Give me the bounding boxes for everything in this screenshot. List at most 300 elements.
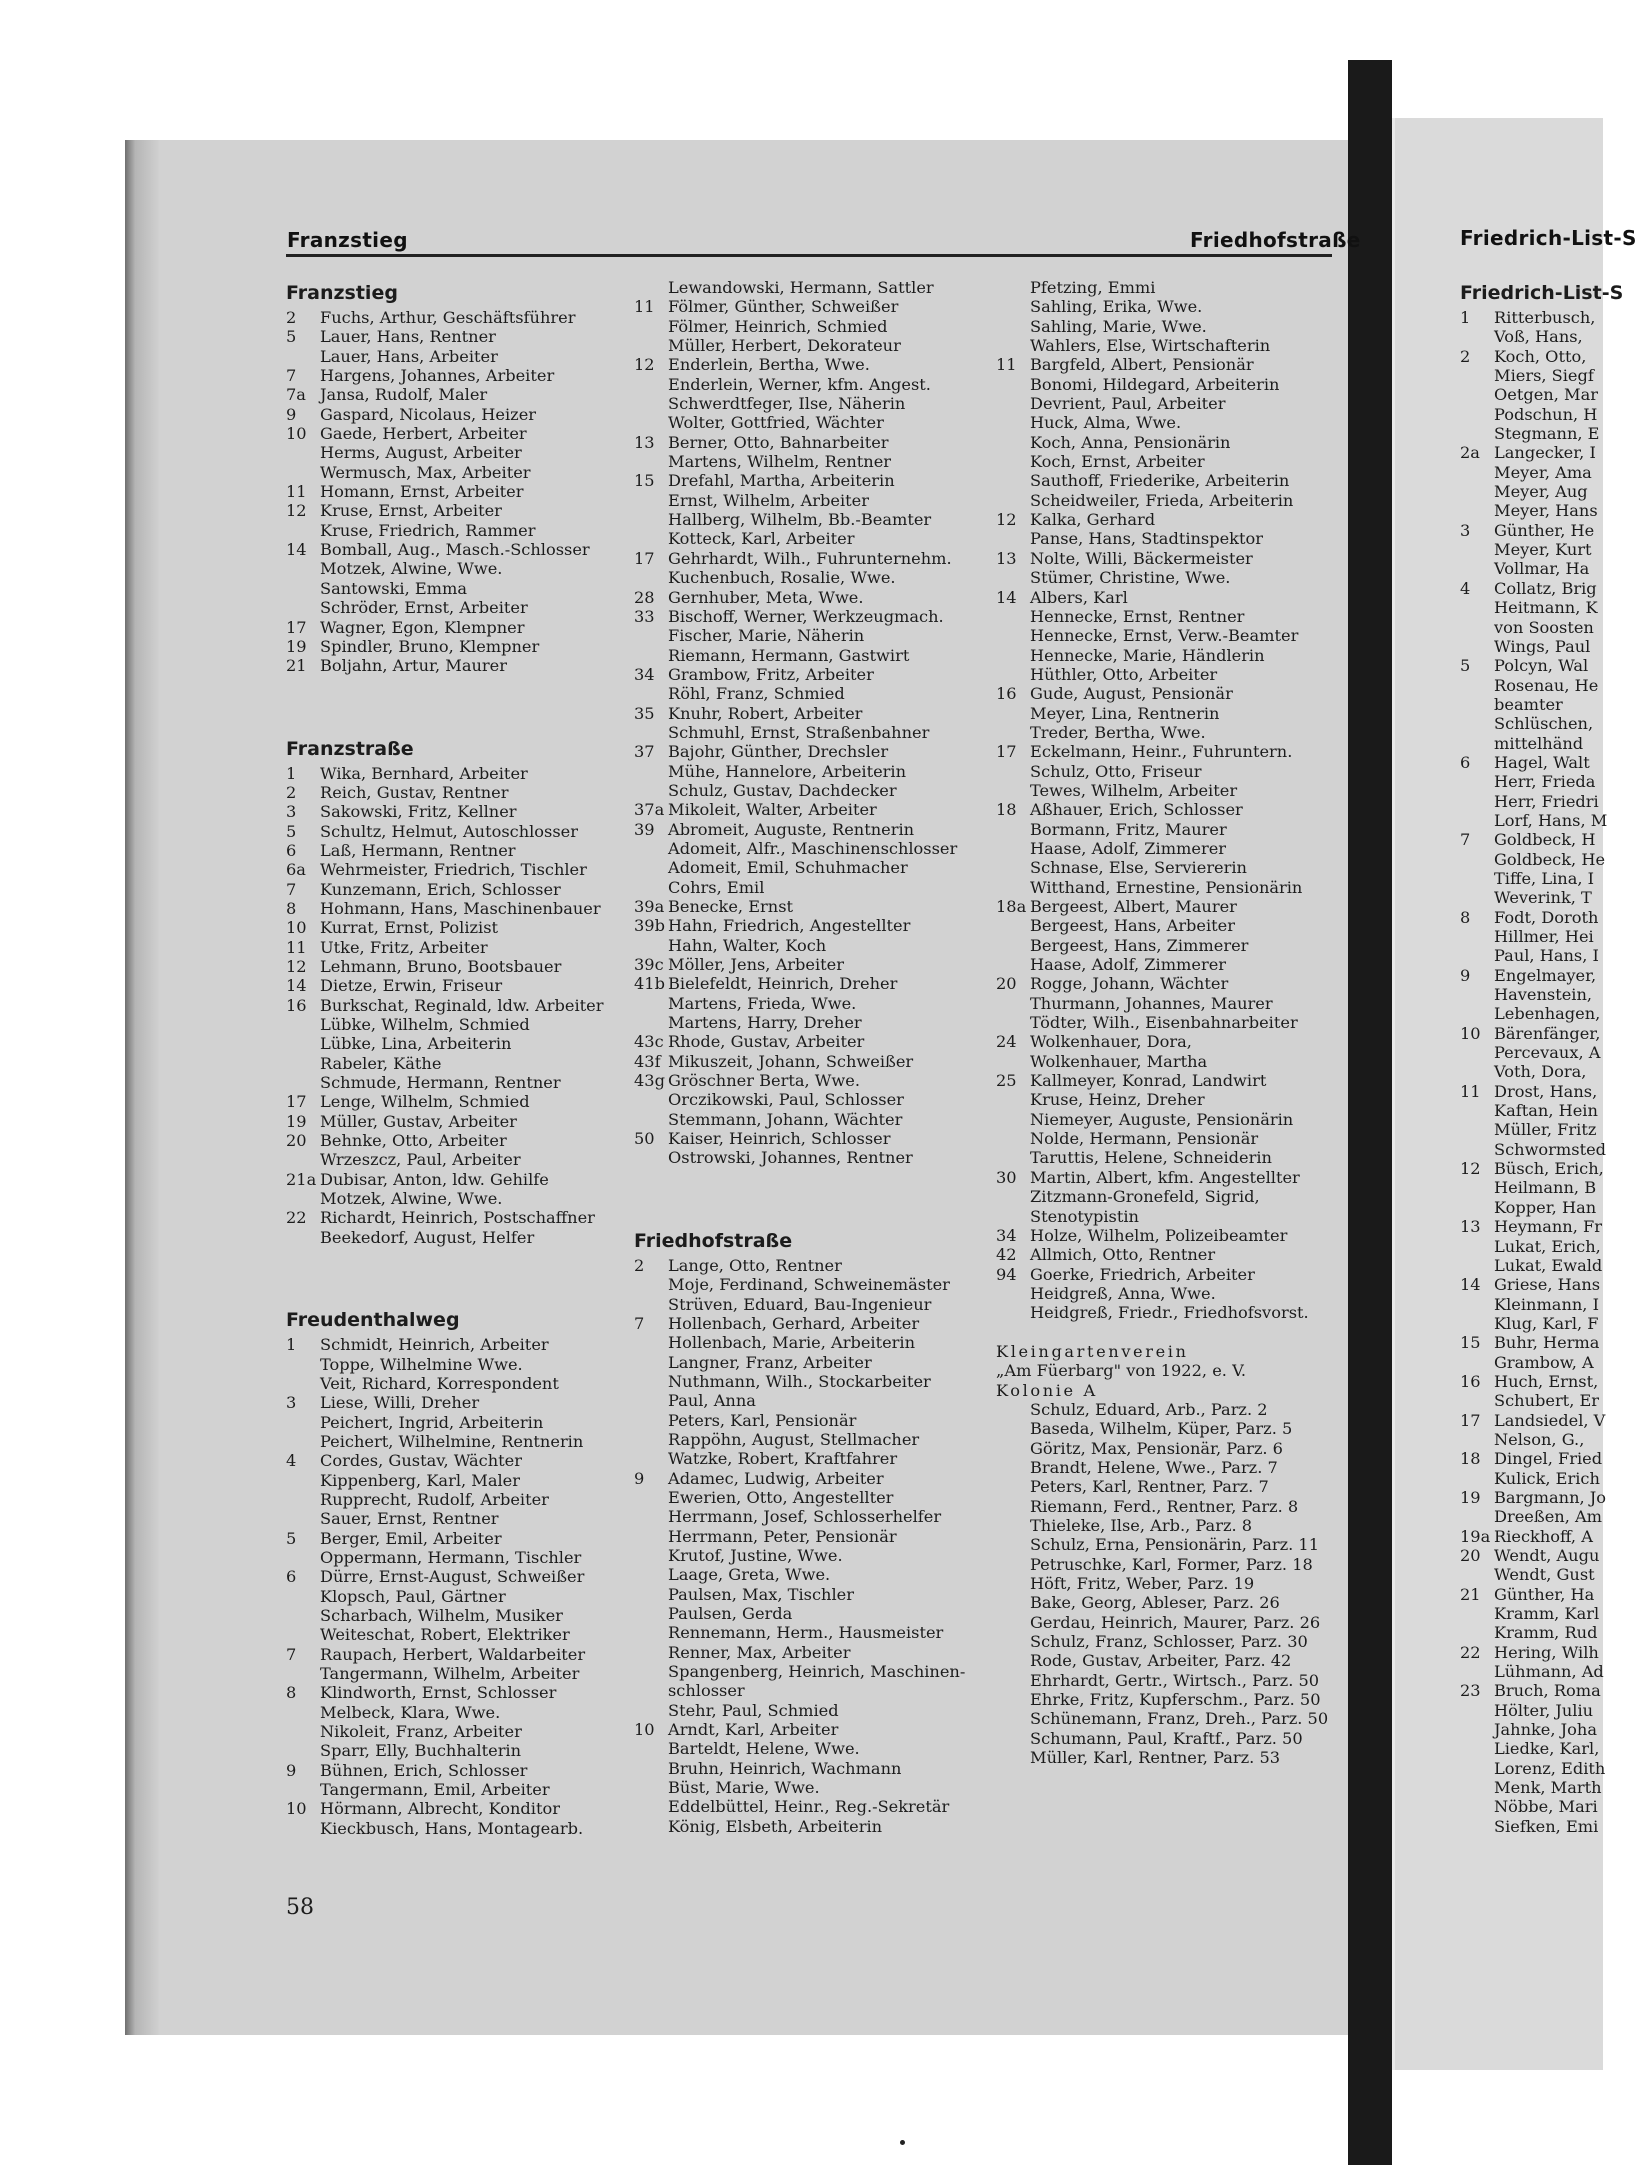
resident-entry bbox=[634, 568, 979, 587]
resident-entry bbox=[634, 1391, 979, 1410]
resident-name: Hering, Wilh bbox=[1494, 1642, 1599, 1662]
resident-name: Kunzemann, Erich, Schlosser bbox=[320, 879, 561, 899]
house-number bbox=[634, 1565, 668, 1584]
house-number: 9 bbox=[286, 404, 297, 424]
resident-entry bbox=[996, 955, 1336, 974]
house-number bbox=[1460, 850, 1494, 869]
resident-entry bbox=[996, 317, 1336, 336]
house-number: 13 bbox=[996, 548, 1017, 568]
resident-entry bbox=[286, 1355, 616, 1374]
street-heading: Freudenthalweg bbox=[286, 1309, 460, 1332]
resident-name: Dreeßen, Am bbox=[1494, 1507, 1603, 1527]
resident-entry bbox=[1460, 908, 1600, 927]
resident-name: Lorf, Hans, M bbox=[1494, 810, 1608, 830]
resident-name: Langecker, I bbox=[1494, 443, 1596, 463]
resident-name: Bergeest, Hans, Zimmerer bbox=[1030, 935, 1249, 955]
resident-name: Schnase, Else, Serviererin bbox=[1030, 858, 1247, 878]
house-number bbox=[286, 1471, 320, 1490]
house-number bbox=[1460, 1430, 1494, 1449]
resident-entry bbox=[1460, 424, 1600, 443]
resident-name: Büsch, Erich, bbox=[1494, 1159, 1604, 1179]
resident-name: Goldbeck, He bbox=[1494, 849, 1606, 869]
house-number bbox=[634, 646, 668, 665]
resident-name: Bargmann, Jo bbox=[1494, 1487, 1607, 1507]
house-number bbox=[1460, 637, 1494, 656]
resident-entry bbox=[1460, 1778, 1600, 1797]
resident-name: Herrmann, Peter, Pensionär bbox=[668, 1526, 897, 1546]
resident-name: Günther, Ha bbox=[1494, 1584, 1595, 1604]
resident-entry bbox=[996, 413, 1336, 432]
house-number: 39a bbox=[634, 897, 665, 916]
resident-entry bbox=[1460, 676, 1600, 695]
resident-name: Hahn, Friedrich, Angestellter bbox=[668, 916, 911, 936]
resident-entry bbox=[286, 1208, 616, 1227]
resident-entry bbox=[1460, 1701, 1600, 1720]
resident-name: Boljahn, Artur, Maurer bbox=[320, 656, 507, 676]
resident-name: Lühmann, Ad bbox=[1494, 1662, 1604, 1682]
resident-name: Rupprecht, Rudolf, Arbeiter bbox=[320, 1489, 549, 1509]
resident-name: Fölmer, Heinrich, Schmied bbox=[668, 316, 888, 336]
resident-name: Müller, Gustav, Arbeiter bbox=[320, 1111, 517, 1131]
resident-entry bbox=[286, 783, 616, 802]
resident-name: Kieckbusch, Hans, Montagearb. bbox=[320, 1818, 584, 1838]
resident-name: Scheidweiler, Frieda, Arbeiterin bbox=[1030, 490, 1294, 510]
resident-name: Schröder, Ernst, Arbeiter bbox=[320, 598, 528, 618]
resident-name: Kippenberg, Karl, Maler bbox=[320, 1470, 521, 1490]
resident-entry bbox=[996, 1013, 1336, 1032]
resident-name: Dietze, Erwin, Friseur bbox=[320, 976, 503, 996]
resident-entry bbox=[286, 1548, 616, 1567]
street-heading: Franzstieg bbox=[286, 282, 398, 304]
house-number bbox=[1460, 327, 1494, 346]
house-number: 3 bbox=[286, 1393, 297, 1413]
house-number bbox=[634, 1411, 668, 1430]
house-number bbox=[1460, 1198, 1494, 1217]
house-number bbox=[286, 521, 320, 540]
resident-entry bbox=[1460, 1062, 1600, 1081]
resident-entry bbox=[286, 1741, 616, 1760]
resident-entry bbox=[1460, 559, 1600, 578]
house-number: 43g bbox=[634, 1071, 665, 1091]
resident-name: Watzke, Robert, Kraftfahrer bbox=[668, 1449, 898, 1469]
resident-entry bbox=[286, 366, 616, 385]
house-number bbox=[634, 626, 668, 645]
resident-entry bbox=[634, 1604, 979, 1623]
resident-entry bbox=[996, 897, 1336, 916]
resident-name: Holze, Wilhelm, Polizeibeamter bbox=[1030, 1225, 1288, 1245]
resident-name: Bruhn, Heinrich, Wachmann bbox=[668, 1758, 902, 1778]
resident-name: Stemmann, Johann, Wächter bbox=[668, 1109, 903, 1129]
resident-name: Heitmann, K bbox=[1494, 598, 1598, 618]
resident-name: Rappöhn, August, Stellmacher bbox=[668, 1429, 920, 1449]
resident-name: Pfetzing, Emmi bbox=[1030, 278, 1156, 297]
house-number bbox=[286, 579, 320, 598]
house-number: 43c bbox=[634, 1032, 664, 1052]
resident-entry bbox=[1460, 1198, 1600, 1217]
house-number: 12 bbox=[286, 957, 307, 976]
resident-name: Polcyn, Wal bbox=[1494, 656, 1589, 676]
resident-entry bbox=[634, 723, 979, 742]
resident-entry bbox=[996, 1400, 1336, 1419]
directory-column-1 bbox=[286, 278, 616, 1838]
resident-entry bbox=[286, 327, 616, 346]
resident-entry bbox=[996, 1458, 1336, 1477]
resident-entry bbox=[996, 607, 1336, 626]
resident-name: Grambow, Fritz, Arbeiter bbox=[668, 664, 874, 684]
resident-entry bbox=[1460, 385, 1600, 404]
house-number: 7 bbox=[286, 879, 297, 899]
resident-name: Toppe, Wilhelmine Wwe. bbox=[320, 1354, 523, 1374]
resident-entry bbox=[1460, 772, 1600, 791]
resident-name: Möller, Jens, Arbeiter bbox=[668, 955, 844, 975]
house-number bbox=[996, 1284, 1030, 1303]
resident-entry bbox=[996, 1729, 1336, 1748]
house-number: 19a bbox=[1460, 1526, 1491, 1546]
resident-entry bbox=[286, 308, 616, 327]
house-number: 4 bbox=[286, 1451, 297, 1471]
house-number: 30 bbox=[996, 1167, 1017, 1187]
resident-entry bbox=[1460, 1585, 1600, 1604]
resident-entry bbox=[286, 1761, 616, 1780]
house-number bbox=[1460, 1120, 1494, 1139]
resident-entry bbox=[1460, 1604, 1600, 1623]
house-number bbox=[996, 781, 1030, 800]
resident-entry bbox=[1460, 1333, 1600, 1352]
house-number bbox=[286, 1374, 320, 1393]
resident-name: Bergeest, Albert, Maurer bbox=[1030, 897, 1237, 916]
resident-name: Huch, Ernst, bbox=[1494, 1371, 1599, 1391]
house-number bbox=[1460, 1623, 1494, 1642]
resident-entry bbox=[286, 1451, 616, 1470]
resident-name: Sakowski, Fritz, Kellner bbox=[320, 802, 517, 822]
resident-name: Mikoleit, Walter, Arbeiter bbox=[668, 800, 877, 820]
resident-name: Tödter, Wilh., Eisenbahnarbeiter bbox=[1030, 1013, 1298, 1033]
resident-name: Rabeler, Käthe bbox=[320, 1053, 442, 1073]
resident-entry bbox=[1460, 482, 1600, 501]
resident-entry bbox=[996, 1110, 1336, 1129]
house-number bbox=[996, 1632, 1030, 1651]
resident-name: Cohrs, Emil bbox=[668, 877, 765, 897]
house-number bbox=[996, 704, 1030, 723]
house-number: 8 bbox=[1460, 907, 1471, 927]
house-number bbox=[286, 1355, 320, 1374]
resident-entry bbox=[634, 858, 979, 877]
house-number bbox=[634, 1739, 668, 1758]
house-number bbox=[286, 1587, 320, 1606]
resident-name: Niemeyer, Auguste, Pensionärin bbox=[1030, 1109, 1294, 1129]
resident-name: Burkschat, Reginald, ldw. Arbeiter bbox=[320, 995, 604, 1015]
resident-entry bbox=[996, 1129, 1336, 1148]
resident-name: Fölmer, Günther, Schweißer bbox=[668, 297, 899, 317]
street-heading: Friedrich-List-S bbox=[1460, 282, 1624, 304]
resident-name: Wendt, Gust bbox=[1494, 1565, 1595, 1585]
resident-name: Bajohr, Günther, Drechsler bbox=[668, 742, 889, 762]
resident-name: Adamec, Ludwig, Arbeiter bbox=[668, 1468, 884, 1488]
resident-entry bbox=[286, 1228, 616, 1247]
resident-name: Hillmer, Hei bbox=[1494, 927, 1594, 946]
resident-entry bbox=[286, 1189, 616, 1208]
resident-name: Paulsen, Gerda bbox=[668, 1604, 793, 1624]
resident-entry bbox=[996, 1555, 1336, 1574]
house-number bbox=[996, 297, 1030, 316]
resident-name: Tangermann, Emil, Arbeiter bbox=[320, 1780, 550, 1800]
resident-name: Paul, Hans, I bbox=[1494, 946, 1599, 966]
resident-entry bbox=[996, 529, 1336, 548]
house-number bbox=[286, 443, 320, 462]
house-number: 37a bbox=[634, 800, 665, 820]
house-number bbox=[996, 491, 1030, 510]
resident-entry bbox=[634, 1585, 979, 1604]
resident-entry bbox=[634, 1565, 979, 1584]
resident-name: Meyer, Kurt bbox=[1494, 540, 1592, 560]
resident-name: Bärenfänger, bbox=[1494, 1023, 1601, 1043]
house-number bbox=[634, 1797, 668, 1816]
resident-entry bbox=[286, 1432, 616, 1451]
resident-name: Thurmann, Johannes, Maurer bbox=[1030, 993, 1273, 1013]
house-number bbox=[1460, 405, 1494, 424]
house-number: 12 bbox=[1460, 1159, 1481, 1179]
resident-name: Lauer, Hans, Arbeiter bbox=[320, 346, 498, 366]
resident-entry bbox=[1460, 1623, 1600, 1642]
resident-name: Wahlers, Else, Wirtschafterin bbox=[1030, 336, 1271, 356]
resident-name: Wolkenhauer, Martha bbox=[1030, 1051, 1208, 1071]
house-number: 23 bbox=[1460, 1681, 1481, 1701]
resident-entry bbox=[996, 1187, 1336, 1206]
house-number: 12 bbox=[996, 510, 1017, 530]
house-number: 37 bbox=[634, 742, 655, 762]
resident-entry bbox=[1460, 869, 1600, 888]
resident-name: Brandt, Helene, Wwe., Parz. 7 bbox=[1030, 1457, 1278, 1477]
house-number bbox=[634, 1662, 668, 1681]
resident-entry bbox=[286, 405, 616, 424]
house-number: 17 bbox=[634, 548, 655, 568]
resident-entry bbox=[634, 471, 979, 490]
resident-name: Kruse, Heinz, Dreher bbox=[1030, 1090, 1205, 1110]
house-number bbox=[1460, 1797, 1494, 1816]
resident-name: Motzek, Alwine, Wwe. bbox=[320, 559, 503, 579]
house-number: 94 bbox=[996, 1264, 1017, 1284]
house-number: 33 bbox=[634, 606, 655, 626]
resident-name: Martens, Harry, Dreher bbox=[668, 1013, 862, 1033]
resident-entry bbox=[1460, 792, 1600, 811]
resident-entry bbox=[634, 1275, 979, 1294]
house-number bbox=[1460, 1507, 1494, 1526]
resident-entry bbox=[286, 482, 616, 501]
house-number bbox=[1460, 1469, 1494, 1488]
house-number bbox=[634, 317, 668, 336]
house-number bbox=[1460, 1314, 1494, 1333]
resident-name: Goerke, Friedrich, Arbeiter bbox=[1030, 1264, 1255, 1284]
house-number bbox=[1460, 1817, 1494, 1836]
resident-name: Spangenberg, Heinrich, Maschinen- bbox=[668, 1662, 966, 1682]
resident-entry bbox=[286, 347, 616, 366]
resident-entry bbox=[634, 684, 979, 703]
house-number: 1 bbox=[286, 1335, 297, 1355]
house-number bbox=[996, 1303, 1030, 1322]
house-number bbox=[286, 1432, 320, 1451]
house-number bbox=[996, 1090, 1030, 1109]
resident-name: Wolkenhauer, Dora, bbox=[1030, 1032, 1192, 1052]
resident-entry bbox=[286, 618, 616, 637]
resident-name: Eddelbüttel, Heinr., Reg.-Sekretär bbox=[668, 1797, 950, 1817]
resident-name: Thieleke, Ilse, Arb., Parz. 8 bbox=[1030, 1516, 1253, 1535]
resident-entry bbox=[286, 521, 616, 540]
house-number bbox=[1460, 1391, 1494, 1410]
house-number bbox=[996, 994, 1030, 1013]
resident-entry bbox=[634, 955, 979, 974]
resident-entry bbox=[634, 1295, 979, 1314]
house-number bbox=[634, 684, 668, 703]
resident-name: Wermusch, Max, Arbeiter bbox=[320, 462, 531, 482]
resident-name: Abromeit, Auguste, Rentnerin bbox=[668, 819, 915, 839]
running-header-right: Friedhofstraße bbox=[1190, 228, 1361, 252]
house-number: 5 bbox=[286, 821, 297, 841]
house-number bbox=[634, 1604, 668, 1623]
house-number: 5 bbox=[286, 327, 297, 347]
resident-name: Stegmann, E bbox=[1494, 424, 1600, 444]
resident-name: Liedke, Karl, bbox=[1494, 1739, 1600, 1759]
house-number bbox=[996, 336, 1030, 355]
house-number bbox=[634, 1701, 668, 1720]
house-number: 4 bbox=[1460, 578, 1471, 598]
house-number bbox=[1460, 946, 1494, 965]
resident-name: Miers, Siegf bbox=[1494, 366, 1594, 386]
house-number: 28 bbox=[634, 587, 655, 607]
resident-entry bbox=[996, 1265, 1336, 1284]
spacer bbox=[634, 1207, 979, 1226]
resident-entry bbox=[634, 375, 979, 394]
resident-entry bbox=[634, 549, 979, 568]
resident-name: Herms, August, Arbeiter bbox=[320, 443, 522, 463]
resident-entry bbox=[996, 375, 1336, 394]
resident-name: Dingel, Fried bbox=[1494, 1449, 1603, 1469]
house-number bbox=[996, 1400, 1030, 1419]
house-number bbox=[1460, 695, 1494, 714]
resident-name: Hargens, Johannes, Arbeiter bbox=[320, 366, 555, 386]
spacer bbox=[634, 1187, 979, 1206]
resident-entry bbox=[634, 355, 979, 374]
resident-entry bbox=[634, 839, 979, 858]
resident-entry bbox=[634, 974, 979, 993]
house-number: 19 bbox=[1460, 1487, 1481, 1507]
house-number: 20 bbox=[286, 1131, 307, 1151]
resident-entry bbox=[996, 1032, 1336, 1051]
resident-entry bbox=[996, 936, 1336, 955]
resident-name: Dürre, Ernst-August, Schweißer bbox=[320, 1567, 585, 1587]
resident-name: Jahnke, Joha bbox=[1494, 1720, 1597, 1740]
resident-name: Lorenz, Edith bbox=[1494, 1758, 1606, 1778]
resident-entry bbox=[286, 822, 616, 841]
house-number bbox=[1460, 1565, 1494, 1584]
resident-name: Bargfeld, Albert, Pensionär bbox=[1030, 355, 1254, 375]
resident-entry bbox=[996, 916, 1336, 935]
house-number bbox=[1460, 501, 1494, 520]
house-number bbox=[634, 1817, 668, 1836]
resident-name: Tewes, Wilhelm, Arbeiter bbox=[1030, 780, 1238, 800]
house-number bbox=[634, 1623, 668, 1642]
house-number: 6 bbox=[286, 1567, 297, 1587]
resident-entry bbox=[1460, 1391, 1600, 1410]
house-number bbox=[634, 1778, 668, 1797]
resident-name: Nelson, G., bbox=[1494, 1429, 1585, 1449]
resident-entry bbox=[1460, 347, 1600, 366]
resident-entry bbox=[634, 762, 979, 781]
resident-entry bbox=[1460, 1217, 1600, 1236]
resident-name: Buhr, Herma bbox=[1494, 1333, 1600, 1353]
house-number bbox=[996, 1613, 1030, 1632]
book-binding bbox=[1348, 60, 1392, 2165]
resident-entry bbox=[1460, 1565, 1600, 1584]
resident-entry bbox=[286, 938, 616, 957]
resident-entry bbox=[1460, 946, 1600, 965]
house-number: 39c bbox=[634, 955, 664, 975]
house-number bbox=[634, 1449, 668, 1468]
house-number: 11 bbox=[286, 937, 307, 957]
house-number bbox=[286, 1509, 320, 1528]
house-number bbox=[634, 878, 668, 897]
resident-name: Lübke, Wilhelm, Schmied bbox=[320, 1015, 530, 1035]
resident-entry bbox=[1460, 463, 1600, 482]
running-header-left: Franzstieg bbox=[287, 228, 408, 252]
resident-name: Gude, August, Pensionär bbox=[1030, 684, 1233, 704]
resident-name: Lewandowski, Hermann, Sattler bbox=[668, 278, 934, 297]
resident-name: Wehrmeister, Friedrich, Tischler bbox=[320, 860, 587, 880]
house-number bbox=[634, 1759, 668, 1778]
resident-name: Höft, Fritz, Weber, Parz. 19 bbox=[1030, 1574, 1255, 1594]
resident-name: Santowski, Emma bbox=[320, 578, 468, 598]
resident-entry bbox=[1460, 308, 1600, 327]
resident-name: Wrzeszcz, Paul, Arbeiter bbox=[320, 1150, 521, 1170]
resident-name: Lübke, Lina, Arbeiterin bbox=[320, 1034, 512, 1054]
house-number: 16 bbox=[1460, 1371, 1481, 1391]
resident-entry bbox=[634, 1720, 979, 1739]
resident-entry bbox=[996, 1148, 1336, 1167]
house-number: 2a bbox=[1460, 443, 1480, 463]
resident-entry bbox=[996, 1497, 1336, 1516]
resident-name: Gröschner Berta, Wwe. bbox=[668, 1071, 860, 1091]
resident-entry bbox=[634, 1546, 979, 1565]
house-number: 14 bbox=[286, 976, 307, 996]
resident-name: Ehrhardt, Gertr., Wirtsch., Parz. 50 bbox=[1030, 1670, 1320, 1690]
resident-entry bbox=[634, 1129, 979, 1148]
resident-name: Collatz, Brig bbox=[1494, 578, 1597, 598]
house-number bbox=[286, 463, 320, 482]
resident-entry bbox=[634, 1353, 979, 1372]
house-number: 39b bbox=[634, 916, 665, 936]
resident-entry bbox=[286, 1374, 616, 1393]
house-number: 17 bbox=[996, 742, 1017, 762]
resident-name: Vollmar, Ha bbox=[1494, 559, 1590, 579]
house-number bbox=[996, 452, 1030, 471]
house-number bbox=[286, 1034, 320, 1053]
house-number bbox=[996, 1439, 1030, 1458]
house-number bbox=[996, 1574, 1030, 1593]
house-number bbox=[634, 1527, 668, 1546]
house-number: 10 bbox=[634, 1720, 655, 1740]
resident-entry bbox=[1460, 1295, 1600, 1314]
house-number bbox=[1460, 366, 1494, 385]
house-number bbox=[996, 1477, 1030, 1496]
house-number: 2 bbox=[1460, 346, 1471, 366]
resident-name: Zitzmann-Gronefeld, Sigrid, bbox=[1030, 1187, 1260, 1207]
resident-entry bbox=[996, 1284, 1336, 1303]
resident-name: Hallberg, Wilhelm, Bb.-Beamter bbox=[668, 510, 932, 530]
house-number bbox=[634, 723, 668, 742]
house-number bbox=[1460, 1604, 1494, 1623]
street-heading: Franzstraße bbox=[286, 737, 414, 760]
house-number bbox=[1460, 385, 1494, 404]
house-number bbox=[996, 1651, 1030, 1670]
